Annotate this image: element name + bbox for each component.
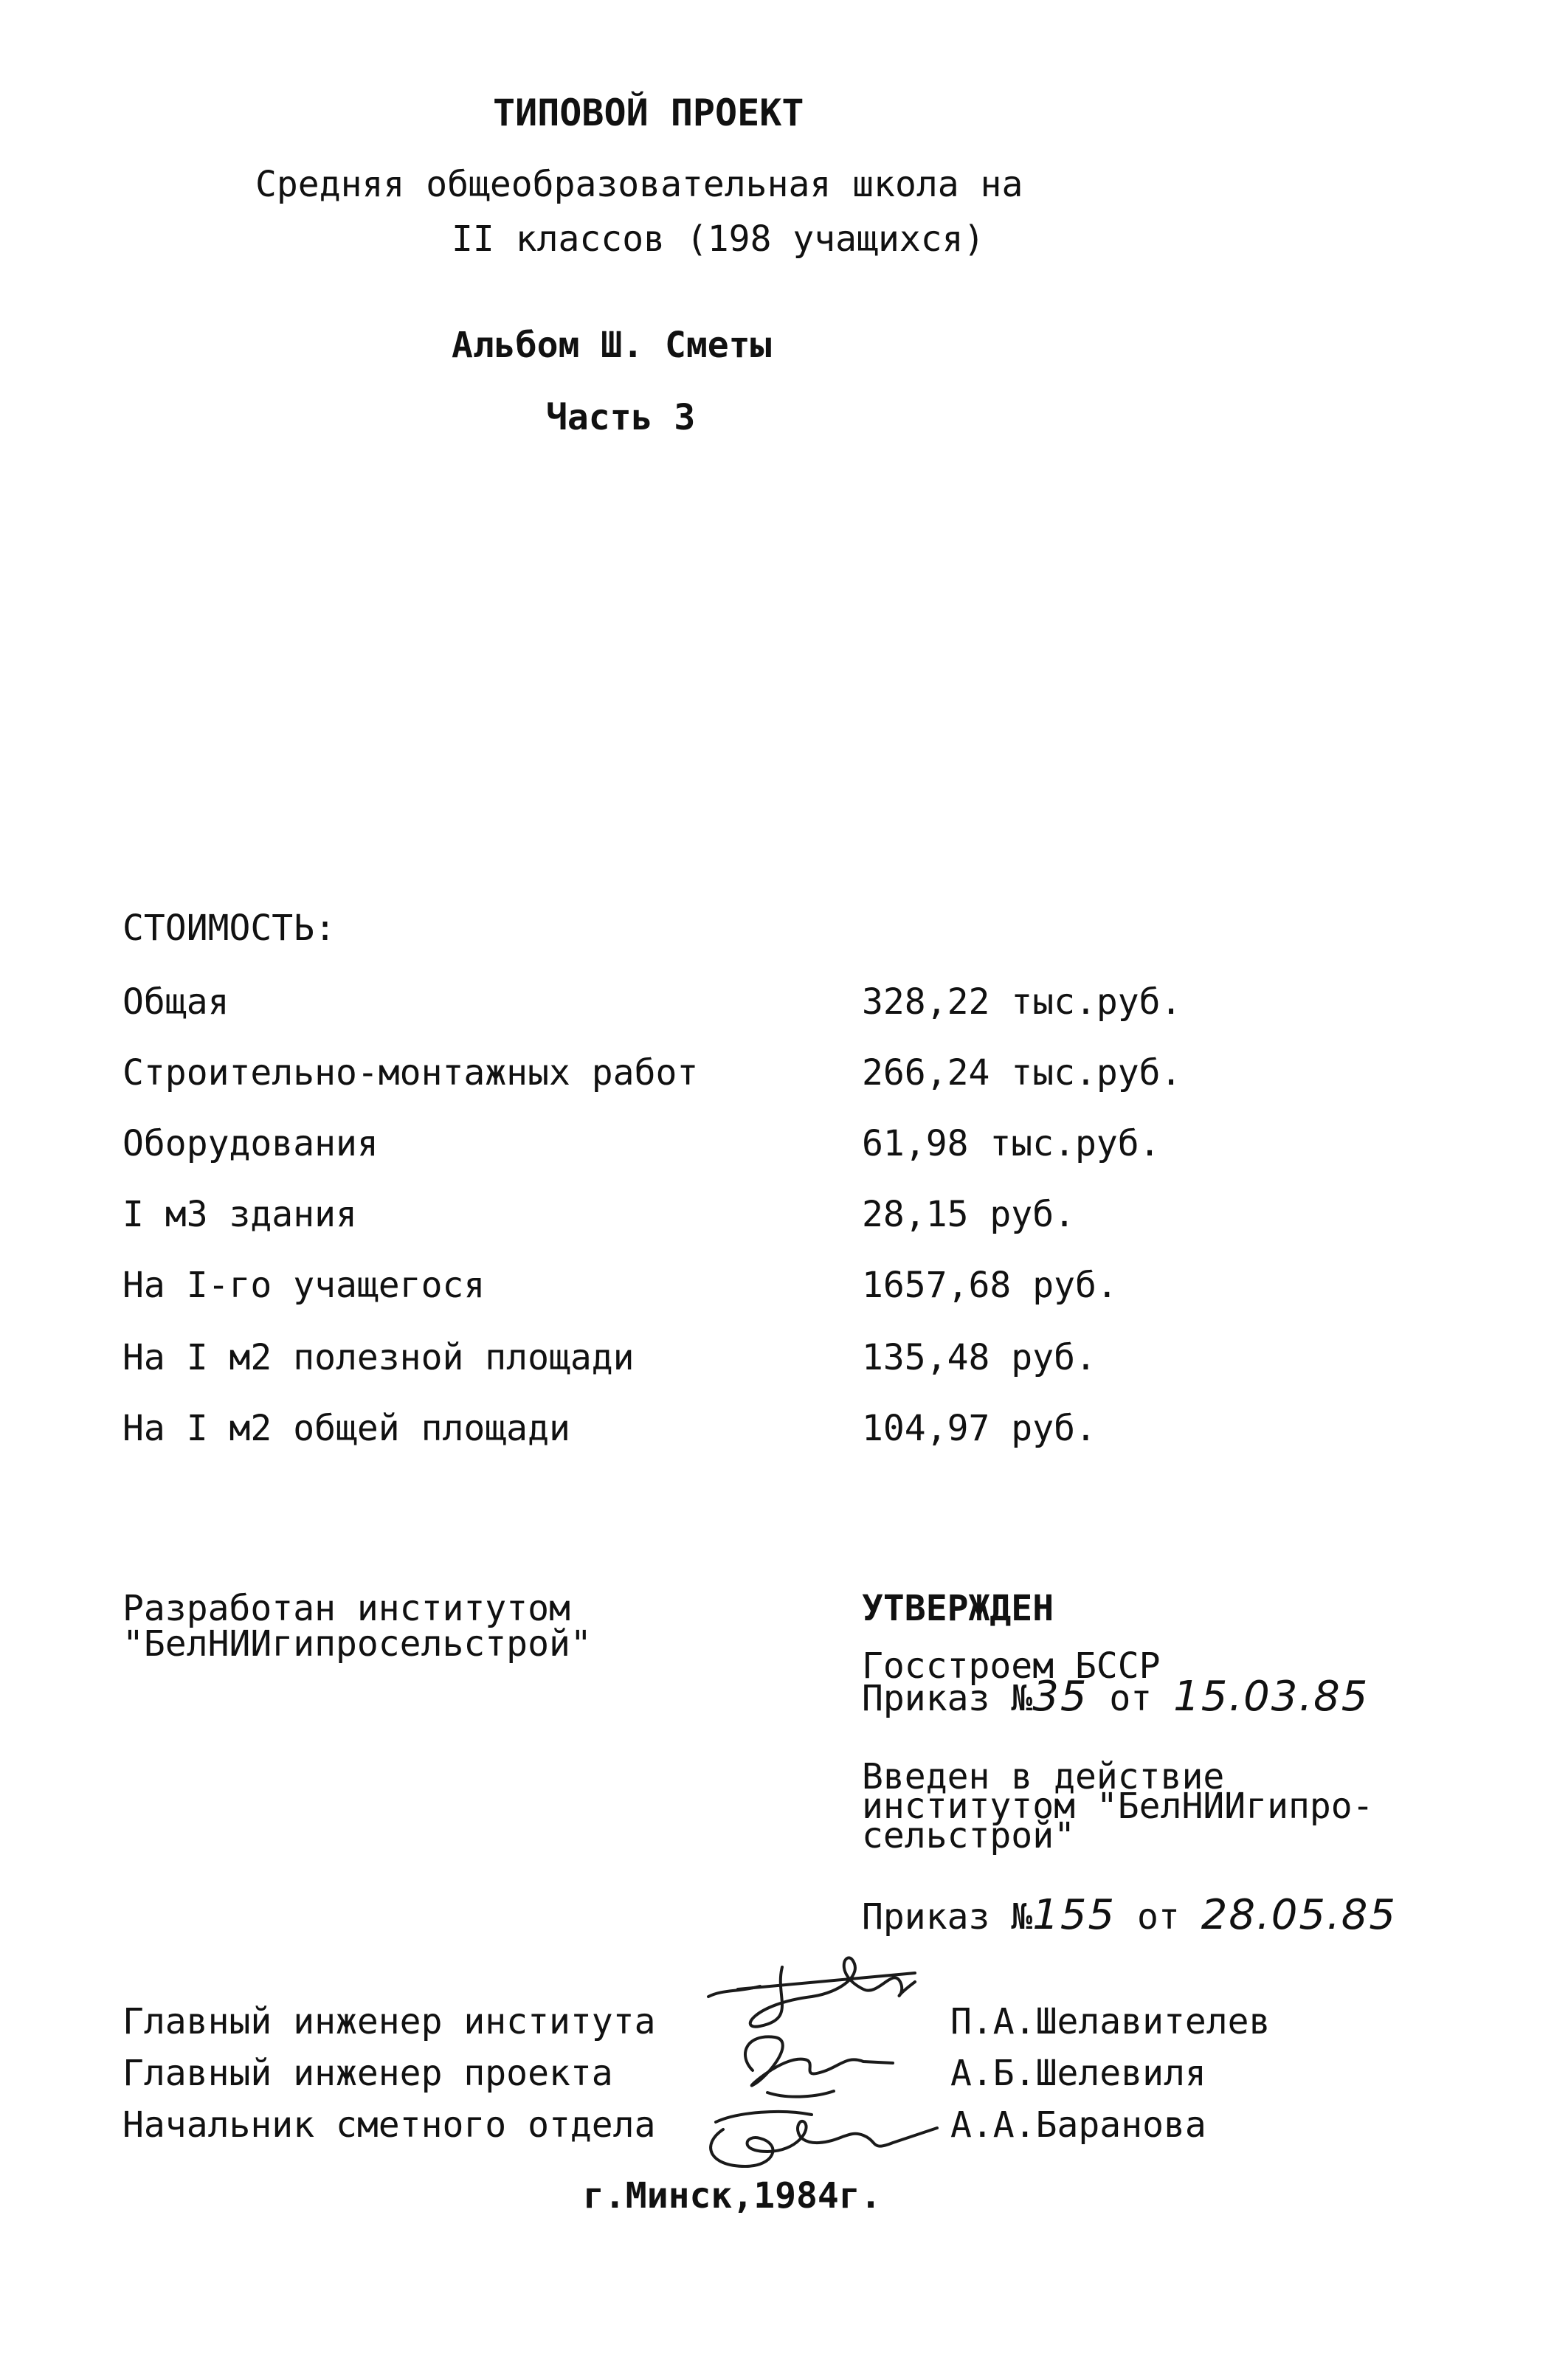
signature-name-chief-engineer-project: А.Б.Шелевиля — [950, 2053, 1206, 2094]
approval-order-date: 15.03.85 — [1173, 1673, 1370, 1721]
developer-line2: "БелНИИгипросельстрой" — [122, 1623, 592, 1665]
cost-label-equipment: Оборудования — [122, 1123, 379, 1164]
cost-value-per-total-m2: 104,97 руб. — [862, 1408, 1096, 1449]
signature-name-chief-engineer-institute: П.А.Шелавителев — [950, 2001, 1271, 2042]
city-year: г.Минск,1984г. — [583, 2175, 882, 2216]
cost-label-construction: Строительно-монтажных работ — [122, 1052, 699, 1093]
approval-by: Госстроем БССР — [862, 1645, 1161, 1687]
approval-order — [862, 1673, 1370, 1721]
approval-order-number: 35 — [1032, 1673, 1088, 1721]
cost-value-construction: 266,24 тыс.руб. — [862, 1052, 1182, 1093]
cost-label-total: Общая — [122, 981, 229, 1023]
cost-label-per-student: На I-го учащегося — [122, 1265, 486, 1306]
approval-order2-prefix: Приказ № — [862, 1896, 1033, 1938]
signature-name-head-estimate-dept: А.А.Баранова — [950, 2104, 1206, 2146]
approval-order2-number: 155 — [1032, 1891, 1116, 1939]
approval-order-from: от — [1109, 1678, 1153, 1719]
document-title: ТИПОВОЙ ПРОЕКТ — [493, 91, 804, 134]
cost-value-per-student: 1657,68 руб. — [862, 1265, 1118, 1306]
enacted-line2: институтом "БелНИИгипро- — [862, 1786, 1374, 1827]
cost-heading: СТОИМОСТЬ: — [122, 908, 336, 949]
signature-role-chief-engineer-institute: Главный инженер института — [122, 2001, 656, 2042]
project-name-line2: II классов (198 учащихся) — [452, 218, 985, 260]
developer-line1: Разработан институтом — [122, 1588, 570, 1629]
part-title: Часть 3 — [546, 397, 696, 438]
signature-role-head-estimate-dept: Начальник сметного отдела — [122, 2104, 656, 2146]
enacted-line1: Введен в действие — [862, 1756, 1225, 1797]
signature-role-chief-engineer-project: Главный инженер проекта — [122, 2053, 613, 2094]
cost-label-per-m3: I м3 здания — [122, 1194, 357, 1235]
approval-order-prefix: Приказ № — [862, 1678, 1033, 1719]
cost-value-equipment: 61,98 тыс.руб. — [862, 1123, 1161, 1164]
approval-order2-date: 28.05.85 — [1201, 1891, 1398, 1939]
approval-order2-from: от — [1136, 1896, 1180, 1938]
cost-value-total: 328,22 тыс.руб. — [862, 981, 1182, 1023]
cost-value-per-useful-m2: 135,48 руб. — [862, 1337, 1096, 1378]
cost-label-per-total-m2: На I м2 общей площади — [122, 1408, 570, 1449]
cost-value-per-m3: 28,15 руб. — [862, 1194, 1075, 1235]
album-title: Альбом Ш. Сметы — [452, 325, 772, 366]
cost-label-per-useful-m2: На I м2 полезной площади — [122, 1337, 635, 1378]
project-name-line1: Средняя общеобразовательная школа на — [255, 164, 1023, 205]
approval-order2 — [862, 1891, 1398, 1939]
approval-heading: УТВЕРЖДЕН — [862, 1588, 1054, 1629]
enacted-line3: сельстрой" — [862, 1815, 1075, 1856]
